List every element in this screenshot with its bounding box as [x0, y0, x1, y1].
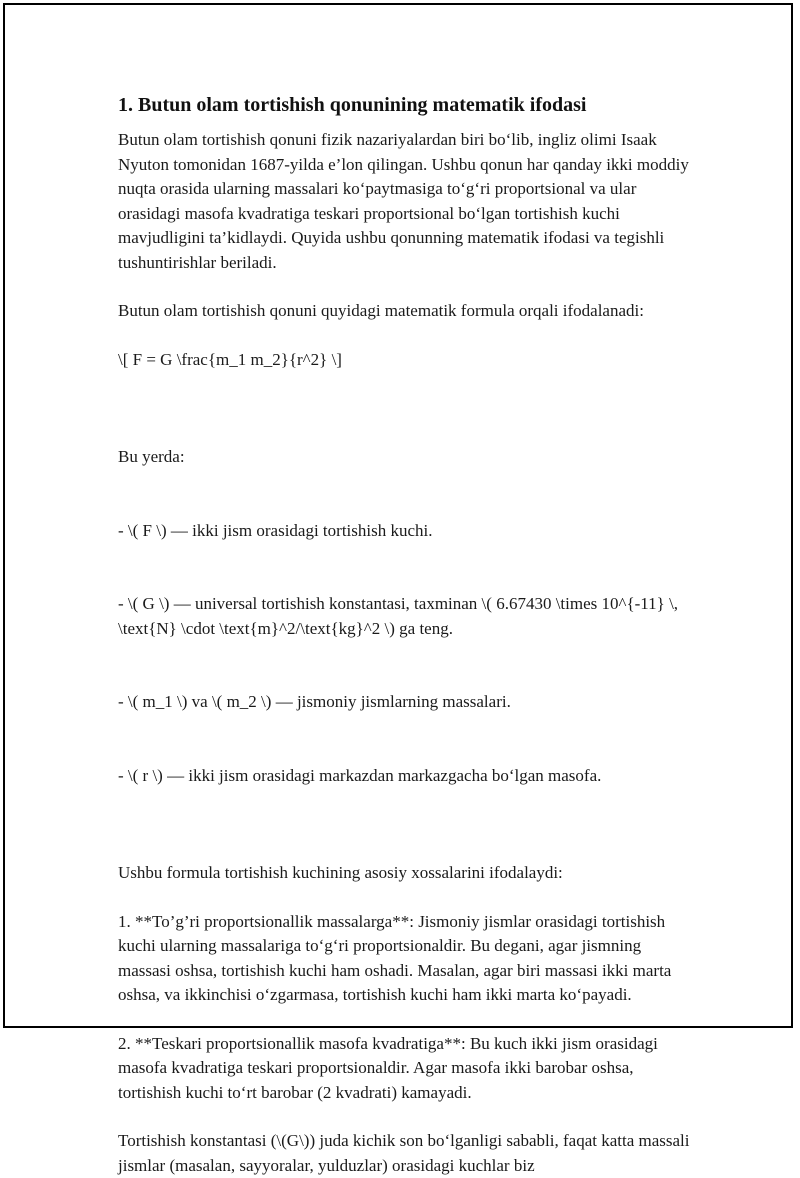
definitions-list	[118, 396, 698, 837]
definition-item: - \( m_1 \) va \( m_2 \) — jismoniy jismlarning massalari.	[118, 692, 511, 711]
property-one-paragraph: 1. **To’g’ri proportsionallik massalarga**: Jismoniy jismlar orasidagi tortishish kuchi ularning massalariga to‘g‘ri proportsionaldir. Bu degani, agar jismning massasi oshsa, tortishish kuchi ham oshadi. Masalan, agar biri massasi ikki marta oshsa, va ikkinchisi o‘zgarmasa, tortishish kuchi ham ikki marta ko‘payadi.	[118, 911, 676, 1004]
property-two-paragraph: 2. **Teskari proportsionallik masofa kvadratiga**: Bu kuch ikki jism orasidagi masofa kvadratiga teskari proportsionaldir. Agar masofa ikki barobar oshsa, tortishish kuchi to‘rt barobar (2 kvadrati) kamayadi.	[118, 1033, 663, 1102]
definition-item: - \( F \) — ikki jism orasidagi tortishish kuchi.	[118, 520, 433, 540]
definition-item: - \( r \) — ikki jism orasidagi markazdan markazgacha bo‘lgan masofa.	[118, 765, 602, 785]
formula-block: \[ F = G \frac{m_1 m_2}{r^2} \]	[118, 349, 342, 369]
intro-paragraph: Butun olam tortishish qonuni fizik nazariyalardan biri bo‘lib, ingliz olimi Isaak Nyuton tomonidan 1687-yilda e’lon qilingan. Ushbu qonun har qanday ikki moddiy nuqta orasida ularning massalari ko‘paytmasiga to‘g‘ri proportsional va ular orasidagi masofa kvadratiga teskari proportsional bo‘lgan tortishish kuchi mavjudligini ta’kidlaydi. Quyida ushbu qonunning matematik ifodasi va tegishli tushuntirishlar beriladi.	[118, 130, 694, 272]
definition-item: - \( G \) — universal tortishish konstantasi, taxminan \( 6.67430 \times 10^{-11} \, \text{N} \cdot \text{m}^2/\text{kg}^2 \) ga teng.	[118, 594, 683, 638]
formula-intro-paragraph: Butun olam tortishish qonuni quyidagi matematik formula orqali ifodalanadi:	[118, 301, 644, 320]
closing-paragraph: Tortishish konstantasi (\(G\)) juda kichik son bo‘lganligi sababli, faqat katta massali jismlar (masalan, sayyoralar, yulduzlar) orasidagi kuchlar biz	[118, 1131, 694, 1175]
properties-intro-paragraph: Ushbu formula tortishish kuchining asosiy xossalarini ifodalaydi:	[118, 863, 563, 882]
document-body	[118, 92, 698, 1178]
section-heading: 1. Butun olam tortishish qonunining matematik ifodasi	[118, 94, 587, 116]
definitions-title: Bu yerda:	[118, 447, 185, 466]
